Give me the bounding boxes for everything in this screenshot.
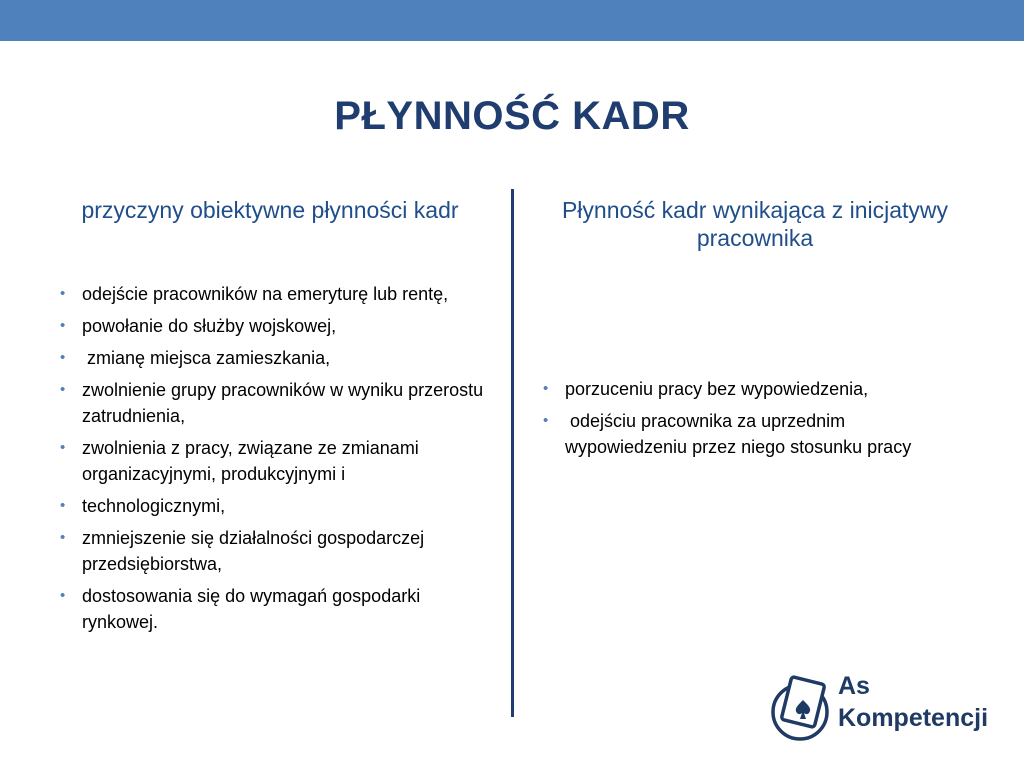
left-bullet-list [60,281,490,641]
list-item-text: porzuceniu pracy bez wypowiedzenia, [565,379,869,399]
list-item-text: zmniejszenie się działalności gospodarczej przedsiębiorstwa, [82,528,430,574]
bullet-icon: • [543,380,549,397]
list-item [60,493,490,519]
list-item [60,525,490,577]
list-item [60,377,490,429]
slide-title: PŁYNNOŚĆ KADR [334,94,690,138]
bullet-icon: • [60,349,66,366]
bullet-icon: • [60,587,66,604]
left-column-heading: przyczyny obiektywne płynności kadr [81,197,459,223]
list-item-text: zwolnienia z pracy, związane ze zmianami organizacyjnymi, produkcyjnymi i [82,438,424,484]
logo-line-2: Kompetencji [838,704,989,732]
list-item-text: zwolnienie grupy pracowników w wyniku przerostu zatrudnienia, [82,380,489,426]
top-accent-bar [0,0,1024,41]
bullet-icon: • [60,317,66,334]
bullet-icon: • [60,439,66,456]
list-item [543,376,963,402]
list-item [60,583,490,635]
bullet-icon: • [543,412,549,429]
column-divider [511,189,514,717]
right-bullet-list [543,376,963,466]
list-item-text: powołanie do służby wojskowej, [82,316,337,336]
bullet-icon: • [60,285,66,302]
right-column-heading: Płynność kadr wynikająca z inicjatywy pracownika [561,197,949,251]
list-item [60,313,490,339]
logo-wordmark [838,670,988,734]
list-item [543,408,963,460]
list-item-text: technologicznymi, [82,496,226,516]
list-item-text: dostosowania się do wymagań gospodarki rynkowej. [82,586,426,632]
bullet-icon: • [60,529,66,546]
list-item-text: odejściu pracownika za uprzednim wypowiedzeniu przez niego stosunku pracy [565,411,912,457]
list-item [60,345,490,371]
bullet-icon: • [60,381,66,398]
spade-card-icon [770,672,834,744]
brand-logo[interactable] [770,670,1000,750]
list-item-text: odejście pracowników na emeryturę lub rentę, [82,284,449,304]
list-item-text: zmianę miejsca zamieszkania, [82,348,331,368]
bullet-icon: • [60,497,66,514]
logo-line-1: As [838,672,870,700]
list-item [60,281,490,307]
list-item [60,435,490,487]
